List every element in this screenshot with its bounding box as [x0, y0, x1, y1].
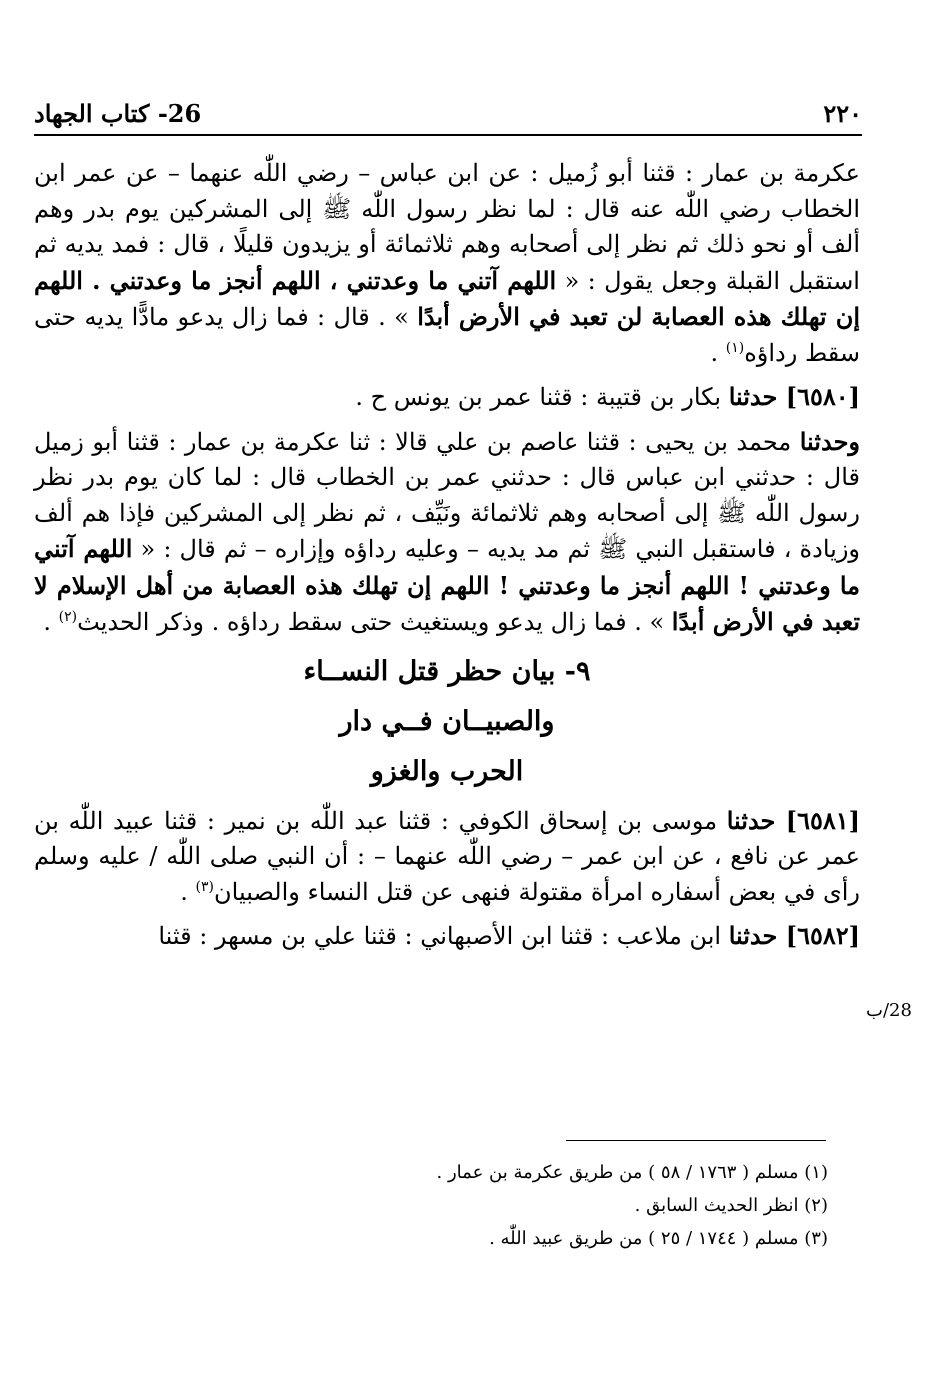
paragraph-2	[34, 379, 860, 416]
p1-end: .	[710, 338, 726, 367]
p3-end: .	[43, 608, 59, 636]
paragraph-3	[34, 424, 860, 641]
footnote-rule	[566, 1140, 826, 1141]
p2-text: بكار بن قتيبة : قثنا عمر بن يونس ح .	[355, 383, 729, 411]
paragraph-4	[34, 803, 860, 911]
paragraph-5	[34, 918, 860, 955]
p1-text-a: عكرمة بن عمار : قثنا أبو زُميل : عن ابن عباس – رضي اللّٰه عنهما – عن عمر ابن الخطاب رضي اللّٰه عنه قال : لما نظر رسول اللّٰه ﷺ إلى المشركين يوم بدر وهم ألف أو نحو ذلك ثم نظر إلى أصحابه وهم ثلاثمائة أو يزيدون قليلًا ، قال : فمد يديه ثم استقبل القبلة وجعل يقول : «	[34, 159, 860, 295]
p4-end: .	[180, 877, 196, 906]
p3-bold-quote: اللهم آتني ما وعدتني ! اللهم أنجز ما وعدتني ! اللهم إن تهلك هذه العصابة من أهل الإسلام لا تعبد في الأرض أبدًا	[34, 534, 860, 636]
header-rule	[34, 134, 862, 136]
book-title: 26- كتاب الجهاد	[34, 99, 202, 128]
footnote-ref-3[interactable]: (٣)	[195, 878, 215, 895]
p1-text-b: » . قال : فما زال يدعو مادًّا يديه حتى سقط رداؤه	[34, 303, 860, 367]
paragraph-1	[34, 156, 860, 371]
footnote-ref-2[interactable]: (٢)	[58, 609, 78, 625]
footnote-3: (٣) مسلم ( ١٧٤٤ / ٢٥ ) من طريق عبيد اللّٰه .	[489, 1228, 828, 1249]
p1-bold-quote: اللهم آتني ما وعدتني ، اللهم أنجز ما وعدتني . اللهم إن تهلك هذه العصابة لن تعبد في الأرض أبدًا	[34, 265, 861, 331]
p3-lead: وحدثنا	[799, 426, 860, 456]
hadith-ref-6581: [٦٥٨١] حدثنا	[726, 805, 860, 835]
section-title-line-1: ٩- بيان حظر قتل النســاء	[303, 655, 591, 687]
manuscript-folio-note: 28/ب	[866, 1000, 912, 1021]
footnote-ref-1[interactable]: (١)	[725, 339, 745, 356]
p3-text-a: محمد بن يحيى : قثنا عاصم بن علي قالا : ثنا عكرمة بن عمار : قثنا أبو زميل قال : حدثني ابن عباس قال : حدثني عمر بن الخطاب قال : لما كان يوم بدر نظر رسول اللّٰه ﷺ إلى أصحابه وهم ثلاثمائة ونَيِّف ، ثم نظر إلى المشركين فإذا هم ألف وزيادة ، فاستقبل النبي ﷺ ثم مد يديه – وعليه رداؤه وإزاره – ثم قال : «	[34, 427, 861, 563]
footnote-1: (١) مسلم ( ١٧٦٣ / ٥٨ ) من طريق عكرمة بن عمار .	[436, 1162, 828, 1183]
page-header	[34, 84, 862, 128]
main-text	[34, 156, 860, 955]
footnotes	[34, 1156, 828, 1255]
p3-text-b: » . فما زال يدعو ويستغيث حتى سقط رداؤه . وذكر الحديث	[77, 608, 665, 636]
p5-text: ابن ملاعب : قثنا ابن الأصبهاني : قثنا علي بن مسهر : قثنا	[158, 922, 729, 950]
hadith-ref-6580: [٦٥٨٠] حدثنا	[728, 382, 860, 411]
footnote-2: (٢) انظر الحديث السابق .	[634, 1195, 828, 1216]
p4-text: موسى بن إسحاق الكوفي : قثنا عبد اللّٰه بن نمير : قثنا عبيد اللّٰه بن عمر عن نافع ، عن ابن عمر – رضي اللّٰه عنهما – : أن النبي صلى اللّٰه / عليه وسلم رأى في بعض أسفاره امرأة مقتولة فنهى عن قتل النساء والصبيان	[34, 806, 860, 906]
section-title-line-3: الحرب والغزو	[370, 755, 524, 787]
section-title	[34, 647, 860, 797]
hadith-ref-6582: [٦٥٨٢] حدثنا	[728, 921, 860, 950]
section-title-line-2: والصبيــان فــي دار	[339, 705, 555, 737]
page-number: ٢٢٠	[823, 99, 862, 128]
